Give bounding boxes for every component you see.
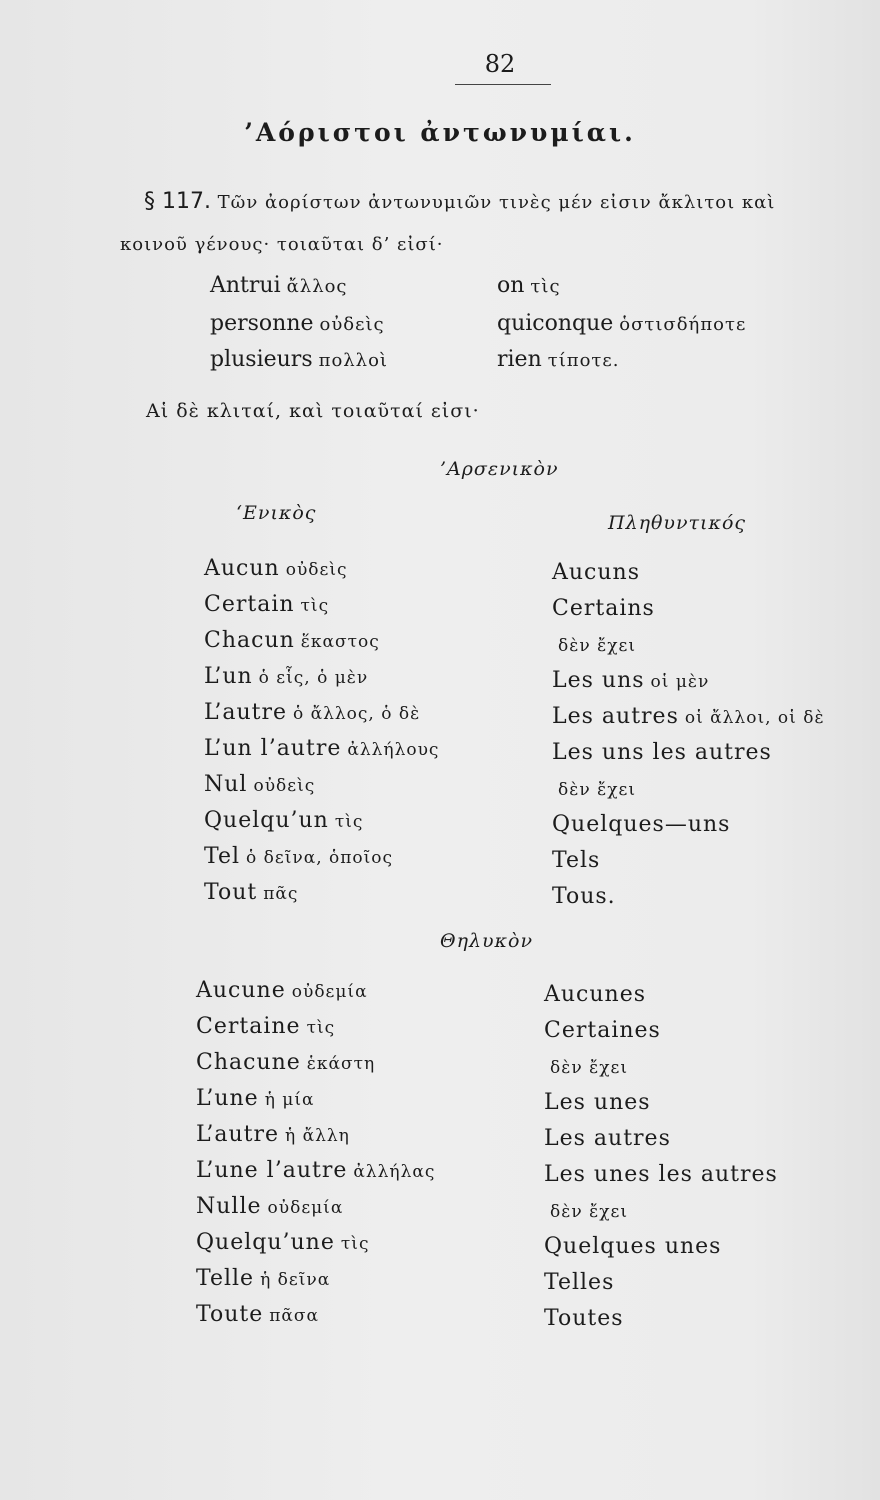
invariable-left-2: personne οὐδεὶς: [210, 311, 385, 336]
masc-singular-row: Tel ὁ δεῖνα, ὁποῖος: [204, 844, 394, 869]
fem-singular-row: L’autre ἡ ἄλλη: [196, 1122, 350, 1147]
page-number: 82: [484, 50, 516, 78]
fem-plural-row: δὲν ἔχει: [550, 1058, 628, 1078]
invariable-right-2: quiconque ὁστισδήποτε: [497, 311, 747, 336]
fem-plural-row: Certaines: [544, 1018, 661, 1043]
fem-plural-row: Aucunes: [544, 982, 647, 1007]
paragraph-number: § 117.: [144, 189, 211, 214]
invariable-left-1: Antrui ἄλλος: [210, 273, 348, 298]
plural-heading: Πληθυντικός: [608, 512, 747, 534]
masc-singular-row: Certain τὶς: [204, 592, 330, 617]
intro-line-2: κοινοῦ γένους· τοιαῦται δ’ εἰσί·: [120, 234, 444, 255]
fem-plural-row: δὲν ἔχει: [550, 1202, 628, 1222]
fem-plural-row: Toutes: [544, 1306, 624, 1331]
page-number-rule: [455, 84, 551, 85]
intro-line-1: Τῶν ἀορίστων ἀντωνυμιῶν τινὲς μέν εἰσιν ἄκλιτοι καὶ: [217, 192, 776, 213]
fem-plural-row: Les unes: [544, 1090, 651, 1115]
masc-singular-row: Tout πᾶς: [204, 880, 299, 905]
variable-intro: Αἱ δὲ κλιταί, καὶ τοιαῦταί εἰσι·: [146, 400, 480, 422]
invariable-right-3: rien τίποτε.: [497, 347, 620, 372]
invariable-left-3: plusieurs πολλοὶ: [210, 347, 388, 372]
masc-plural-row: Quelques—uns: [552, 812, 731, 837]
singular-heading: ‘Ενικὸς: [236, 502, 317, 524]
intro-paragraph: [120, 180, 880, 266]
masc-plural-row: Certains: [552, 596, 655, 621]
fem-singular-row: Nulle οὐδεμία: [196, 1194, 344, 1219]
invariable-right-1: on τὶς: [497, 273, 561, 298]
masc-singular-row: L’un ὁ εἷς, ὁ μὲν: [204, 664, 369, 689]
fem-plural-row: Quelques unes: [544, 1234, 722, 1259]
masc-singular-row: L’un l’autre ἀλλήλους: [204, 736, 440, 761]
masc-plural-row: Les uns les autres: [552, 740, 772, 765]
masc-singular-row: Quelqu’un τὶς: [204, 808, 364, 833]
fem-plural-row: Les autres: [544, 1126, 671, 1151]
masc-plural-row: Les autres οἱ ἄλλοι, οἱ δὲ: [552, 704, 825, 729]
masc-singular-row: Nul οὐδεὶς: [204, 772, 316, 797]
masc-plural-row: Les uns οἱ μὲν: [552, 668, 710, 693]
fem-singular-row: Quelqu’une τὶς: [196, 1230, 370, 1255]
masc-singular-row: L’autre ὁ ἄλλος, ὁ δὲ: [204, 700, 421, 725]
masculine-heading: ’Αρσενικὸν: [440, 458, 559, 480]
masc-plural-row: δὲν ἔχει: [558, 780, 636, 800]
fem-singular-row: Aucune οὐδεμία: [196, 978, 368, 1003]
section-title: ’Αόριστοι ἀντωνυμίαι.: [244, 118, 636, 147]
feminine-heading: Θηλυκὸν: [440, 930, 534, 952]
masc-plural-row: Tous.: [552, 884, 616, 909]
masc-plural-row: Tels: [552, 848, 601, 873]
fem-singular-row: L’une l’autre ἀλλήλας: [196, 1158, 436, 1183]
fem-singular-row: Certaine τὶς: [196, 1014, 336, 1039]
fem-singular-row: Telle ἡ δεῖνα: [196, 1266, 331, 1291]
fem-plural-row: Les unes les autres: [544, 1162, 778, 1187]
fem-singular-row: Toute πᾶσα: [196, 1302, 319, 1327]
fem-singular-row: L’une ἡ μία: [196, 1086, 315, 1111]
masc-plural-row: Aucuns: [552, 560, 641, 585]
fem-plural-row: Telles: [544, 1270, 615, 1295]
masc-plural-row: δὲν ἔχει: [558, 636, 636, 656]
masc-singular-row: Chacun ἕκαστος: [204, 628, 380, 653]
fem-singular-row: Chacune ἑκάστη: [196, 1050, 376, 1075]
masc-singular-row: Aucun οὐδεὶς: [204, 556, 348, 581]
